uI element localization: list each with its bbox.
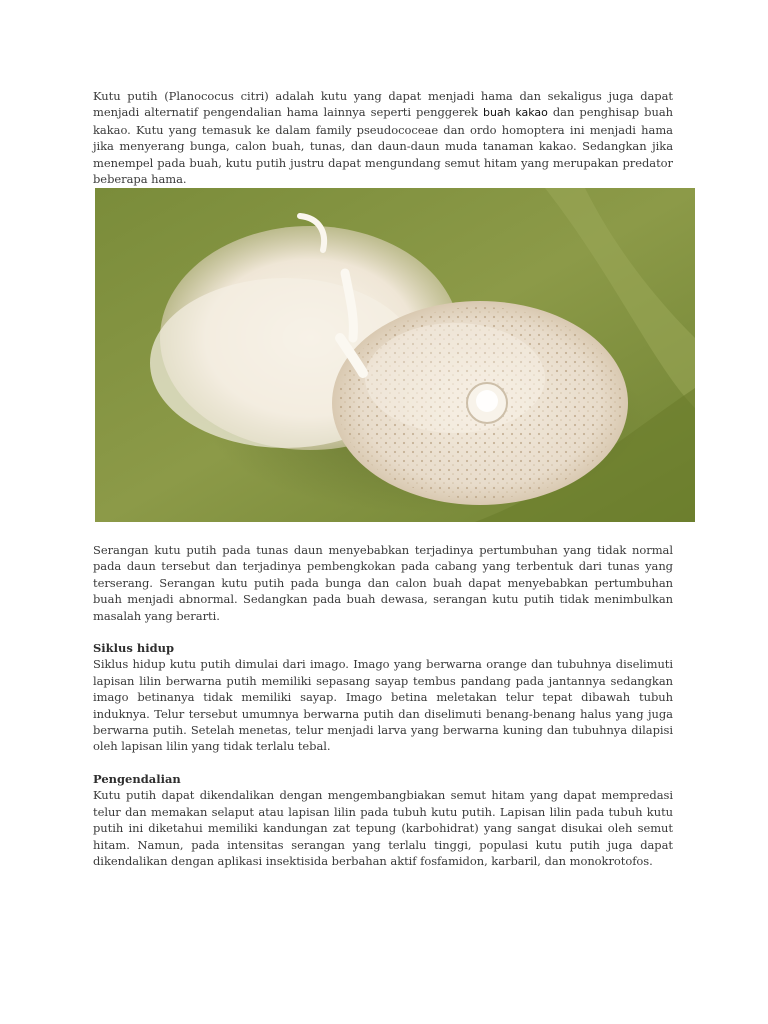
control-section — [93, 771, 673, 869]
buah-kakao-link[interactable]: buah kakao — [483, 106, 548, 120]
intro-text-end: dan penghisap buah kakao. Kutu yang temasuk ke dalam family pseudococeae dan ordo homoptera ini menjadi hama jika menyerang bunga, calon buah, tunas, dan daun-daun muda tanaman kakao. Sedangkan jika menempel pada buah, kutu putih justru dapat mengundang semut hitam yang merupakan predator beberapa hama. — [93, 105, 673, 187]
egg-opening-inner — [476, 390, 498, 412]
life-cycle-paragraph: Siklus hidup kutu putih dimulai dari imago. Imago yang berwarna orange dan tubuhnya diselimuti lapisan lilin berwarna putih memiliki sepasang sayap tembus pandang pada jantannya sedangkan imago betinanya tidak memiliki sayap. Imago betina meletakan telur tepat dibawah tubuh induknya. Telur tersebut umumnya berwarna putih dan diselimuti benang-benang halus yang juga berwarna putih. Setelah menetas, telur menjadi larva yang berwarna kuning dan tubuhnya dilapisi oleh lapisan lilin yang tidak terlalu tebal. — [93, 657, 673, 754]
control-heading: Pengendalian — [93, 772, 181, 786]
life-cycle-heading: Siklus hidup — [93, 641, 175, 655]
intro-text-start: Kutu putih (Planococus citri) adalah kutu yang dapat menjadi hama dan sekaligus juga dapat menjadi alternatif pengendalian hama lainnya seperti penggerek — [93, 89, 673, 120]
life-cycle-section — [93, 640, 673, 755]
intro-paragraph — [93, 88, 673, 187]
control-paragraph: Kutu putih dapat dikendalikan dengan mengembangbiakan semut hitam yang dapat mempredasi telur dan memakan selaput atau lapisan lilin pada tubuh kutu putih. Lapisan lilin pada tubuh kutu putih ini diketahui memiliki kandungan zat tepung (karbohidrat) yang sangat disukai oleh semut hitam. Namun, pada intensitas serangan yang terlalu tinggi, populasi kutu putih juga dapat dikendalikan dengan aplikasi insektisida berbahan aktif fosfamidon, karbaril, dan monokrotofos. — [93, 788, 673, 869]
intro-block — [93, 88, 673, 187]
mealybug-photo — [95, 188, 695, 522]
body-highlight — [365, 323, 545, 433]
damage-block — [93, 542, 673, 624]
damage-paragraph: Serangan kutu putih pada tunas daun menyebabkan terjadinya pertumbuhan yang tidak normal pada daun tersebut dan terjadinya pembengkokan pada cabang yang terbentuk dari tunas yang terserang. Serangan kutu putih pada bunga dan calon buah dapat menyebabkan pertumbuhan buah menjadi abnormal. Sedangkan pada buah dewasa, serangan kutu putih tidak menimbulkan masalah yang berarti. — [93, 543, 673, 623]
